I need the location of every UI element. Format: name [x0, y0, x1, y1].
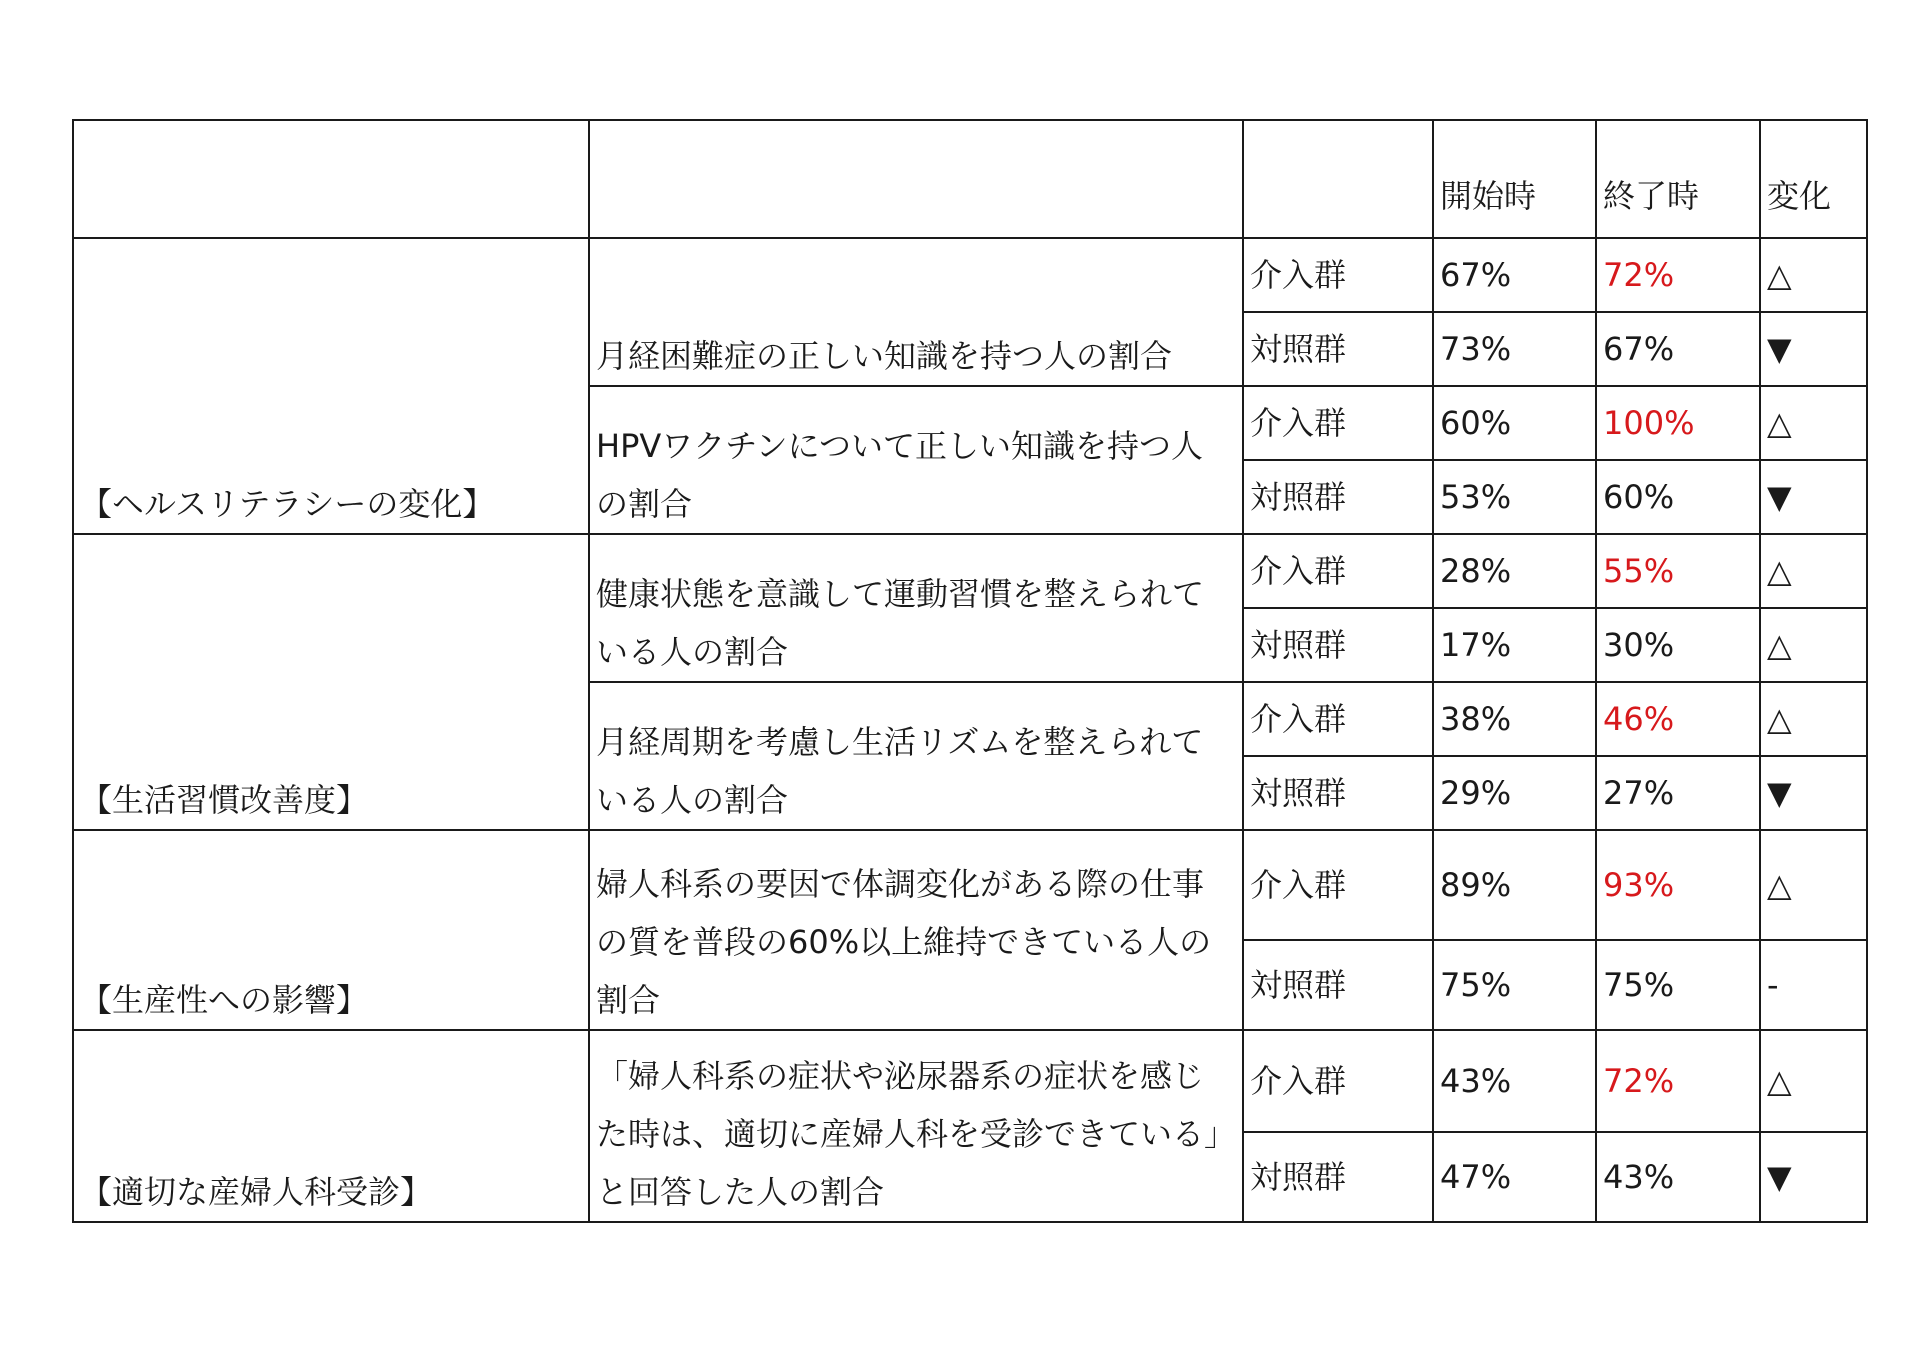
- category-cell: 【適切な産婦人科受診】: [73, 1030, 589, 1222]
- start-value: 47%: [1433, 1132, 1596, 1222]
- change-symbol: ▼: [1760, 756, 1867, 830]
- results-table: [72, 119, 1868, 1223]
- metric-cell: 月経周期を考慮し生活リズムを整えられている人の割合: [589, 682, 1243, 830]
- change-symbol: ▼: [1760, 460, 1867, 534]
- group-cell: 介入群: [1243, 1030, 1433, 1132]
- group-cell: 介入群: [1243, 386, 1433, 460]
- header-cell-metric: [589, 120, 1243, 238]
- change-symbol: △: [1760, 608, 1867, 682]
- change-symbol: △: [1760, 830, 1867, 940]
- group-cell: 介入群: [1243, 830, 1433, 940]
- start-value: 28%: [1433, 534, 1596, 608]
- start-value: 43%: [1433, 1030, 1596, 1132]
- category-cell: 【生活習慣改善度】: [73, 534, 589, 830]
- group-cell: 対照群: [1243, 460, 1433, 534]
- category-cell: 【生産性への影響】: [73, 830, 589, 1030]
- category-cell: 【ヘルスリテラシーの変化】: [73, 238, 589, 534]
- table-row: [73, 238, 1867, 312]
- header-cell-group: [1243, 120, 1433, 238]
- start-value: 29%: [1433, 756, 1596, 830]
- start-value: 53%: [1433, 460, 1596, 534]
- group-cell: 対照群: [1243, 756, 1433, 830]
- end-value: 72%: [1596, 1030, 1760, 1132]
- group-cell: 対照群: [1243, 312, 1433, 386]
- group-cell: 介入群: [1243, 682, 1433, 756]
- start-value: 89%: [1433, 830, 1596, 940]
- end-value: 75%: [1596, 940, 1760, 1030]
- metric-cell: 婦人科系の要因で体調変化がある際の仕事の質を普段の60%以上維持できている人の割合: [589, 830, 1243, 1030]
- start-value: 60%: [1433, 386, 1596, 460]
- end-value: 67%: [1596, 312, 1760, 386]
- change-symbol: △: [1760, 682, 1867, 756]
- end-value: 93%: [1596, 830, 1760, 940]
- table-row: [73, 534, 1867, 608]
- header-cell-end: 終了時: [1596, 120, 1760, 238]
- metric-cell: 月経困難症の正しい知識を持つ人の割合: [589, 238, 1243, 386]
- header-cell-change: 変化: [1760, 120, 1867, 238]
- change-symbol: -: [1760, 940, 1867, 1030]
- metric-cell: HPVワクチンについて正しい知識を持つ人の割合: [589, 386, 1243, 534]
- change-symbol: △: [1760, 386, 1867, 460]
- start-value: 38%: [1433, 682, 1596, 756]
- change-symbol: △: [1760, 1030, 1867, 1132]
- header-cell-start: 開始時: [1433, 120, 1596, 238]
- table-row: [73, 830, 1867, 940]
- table-row: [73, 1030, 1867, 1132]
- group-cell: 対照群: [1243, 1132, 1433, 1222]
- change-symbol: ▼: [1760, 1132, 1867, 1222]
- end-value: 100%: [1596, 386, 1760, 460]
- group-cell: 介入群: [1243, 238, 1433, 312]
- change-symbol: ▼: [1760, 312, 1867, 386]
- start-value: 17%: [1433, 608, 1596, 682]
- start-value: 75%: [1433, 940, 1596, 1030]
- end-value: 60%: [1596, 460, 1760, 534]
- end-value: 55%: [1596, 534, 1760, 608]
- metric-cell: 「婦人科系の症状や泌尿器系の症状を感じた時は、適切に産婦人科を受診できている」と回答した人の割合: [589, 1030, 1243, 1222]
- end-value: 27%: [1596, 756, 1760, 830]
- start-value: 73%: [1433, 312, 1596, 386]
- group-cell: 対照群: [1243, 608, 1433, 682]
- end-value: 72%: [1596, 238, 1760, 312]
- header-cell-category: [73, 120, 589, 238]
- change-symbol: △: [1760, 534, 1867, 608]
- change-symbol: △: [1760, 238, 1867, 312]
- end-value: 30%: [1596, 608, 1760, 682]
- header-row: [73, 120, 1867, 238]
- group-cell: 対照群: [1243, 940, 1433, 1030]
- end-value: 43%: [1596, 1132, 1760, 1222]
- start-value: 67%: [1433, 238, 1596, 312]
- group-cell: 介入群: [1243, 534, 1433, 608]
- metric-cell: 健康状態を意識して運動習慣を整えられている人の割合: [589, 534, 1243, 682]
- end-value: 46%: [1596, 682, 1760, 756]
